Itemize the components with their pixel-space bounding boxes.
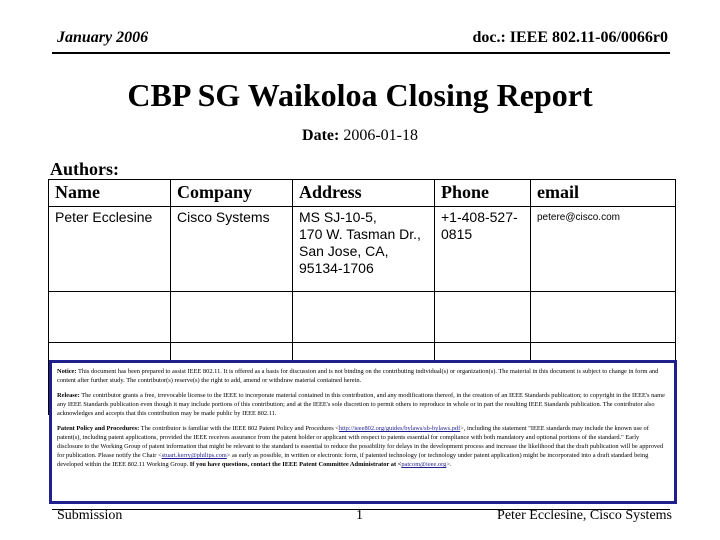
author-name: Peter Ecclesine <box>49 207 171 292</box>
header-rule <box>52 52 670 54</box>
release-text: The contributor grants a free, irrevocable license to the IEEE to incorporate material contained in this contribution, and any modifications thereof, in the creation of an IEEE Standards publication; to copyright in the IEEE's name any IEEE Standards publication even though it may include portions of this contribution; and at the IEEE's sole discretion to permit others to reproduce in whole or in part the resulting IEEE Standards publication. The contributor also acknowledges and accepts that this contribution may be made public by IEEE 802.11. <box>57 392 665 417</box>
author-address <box>293 207 435 292</box>
author-company: Cisco Systems <box>171 207 293 292</box>
patent-text-end: >. <box>446 461 452 468</box>
authors-label: Authors: <box>50 159 120 179</box>
notice-label: Notice: <box>57 368 77 375</box>
col-header-address: Address <box>293 180 435 207</box>
table-cell <box>171 292 293 343</box>
patent-text-b: >, including the statement "IEEE standards may include the known use of patent(s), including patent applications, provided the IEEE receives assurance from the patent holder or applicant with respect to patents essential for compliance with both mandatory and optional portions of the standard." Early disclosure to the Working Group of patent information that might be relevant to the standard is essential to reduce the possibility for delays in the development process and increase the likelihood that the draft publication will be approved for publication. Please notify the Chair < <box>57 425 664 459</box>
table-header-row <box>49 180 676 207</box>
address-line: San Jose, CA, <box>299 243 389 259</box>
col-header-email: email <box>531 180 676 207</box>
address-line: 170 W. Tasman Dr., <box>299 226 421 242</box>
col-header-phone: Phone <box>435 180 531 207</box>
col-header-name: Name <box>49 180 171 207</box>
release-paragraph <box>57 391 666 418</box>
chair-email-link[interactable]: stuart.kerry@philips.com <box>161 452 227 459</box>
notice-paragraph <box>57 367 666 385</box>
table-cell <box>435 292 531 343</box>
table-cell <box>49 292 171 343</box>
patent-label: Patent Policy and Procedures: <box>57 425 140 432</box>
header-doc-id: doc.: IEEE 802.11-06/0066r0 <box>472 29 668 46</box>
footer-submission: Submission <box>57 508 123 523</box>
address-line: 95134-1706 <box>299 260 374 276</box>
table-row <box>49 292 676 343</box>
footer-page-number: 1 <box>356 508 363 523</box>
date-label: Date: <box>302 127 340 144</box>
footer-author: Peter Ecclesine, Cisco Systems <box>497 508 672 523</box>
table-row <box>49 207 676 292</box>
notice-text: This document has been prepared to assist IEEE 802.11. It is offered as a basis for discussion and is not binding on the contributing individual(s) or organization(s). The material in this document is subject to change in form and content after further study. The contributor(s) reserve(s) the right to add, amend or withdraw material contained herein. <box>57 368 659 384</box>
slide-title: CBP SG Waikoloa Closing Report <box>127 77 593 113</box>
phone-line: 0815 <box>441 226 473 242</box>
address-line: MS SJ-10-5, <box>299 209 377 225</box>
author-email[interactable]: petere@cisco.com <box>531 207 676 292</box>
table-cell <box>531 292 676 343</box>
patent-text-a: The contributor is familiar with the IEEE 802 Patent Policy and Procedures < <box>140 425 339 432</box>
patent-contact-text: If you have questions, contact the IEEE Patent Committee Administrator at < <box>189 461 402 468</box>
header-date: January 2006 <box>57 29 149 46</box>
date-line <box>0 127 720 145</box>
patent-paragraph <box>57 424 666 469</box>
patent-policy-link[interactable]: http://ieee802.org/guides/bylaws/sb-bylaws.pdf <box>338 425 461 432</box>
date-value: 2006-01-18 <box>343 127 418 144</box>
table-cell <box>293 292 435 343</box>
release-label: Release: <box>57 392 80 399</box>
col-header-company: Company <box>171 180 293 207</box>
phone-line: +1-408-527- <box>441 209 518 225</box>
patcom-email-link[interactable]: patcom@ieee.org <box>401 461 447 468</box>
patent-text-c: > as early as possible, in written or electronic form, if patented technology (or technology under patent application) might be incorporated into a draft standard being developed within the IEEE 802.11 Working Group. <box>57 452 649 468</box>
author-phone <box>435 207 531 292</box>
ieee-notice-box <box>49 360 677 504</box>
